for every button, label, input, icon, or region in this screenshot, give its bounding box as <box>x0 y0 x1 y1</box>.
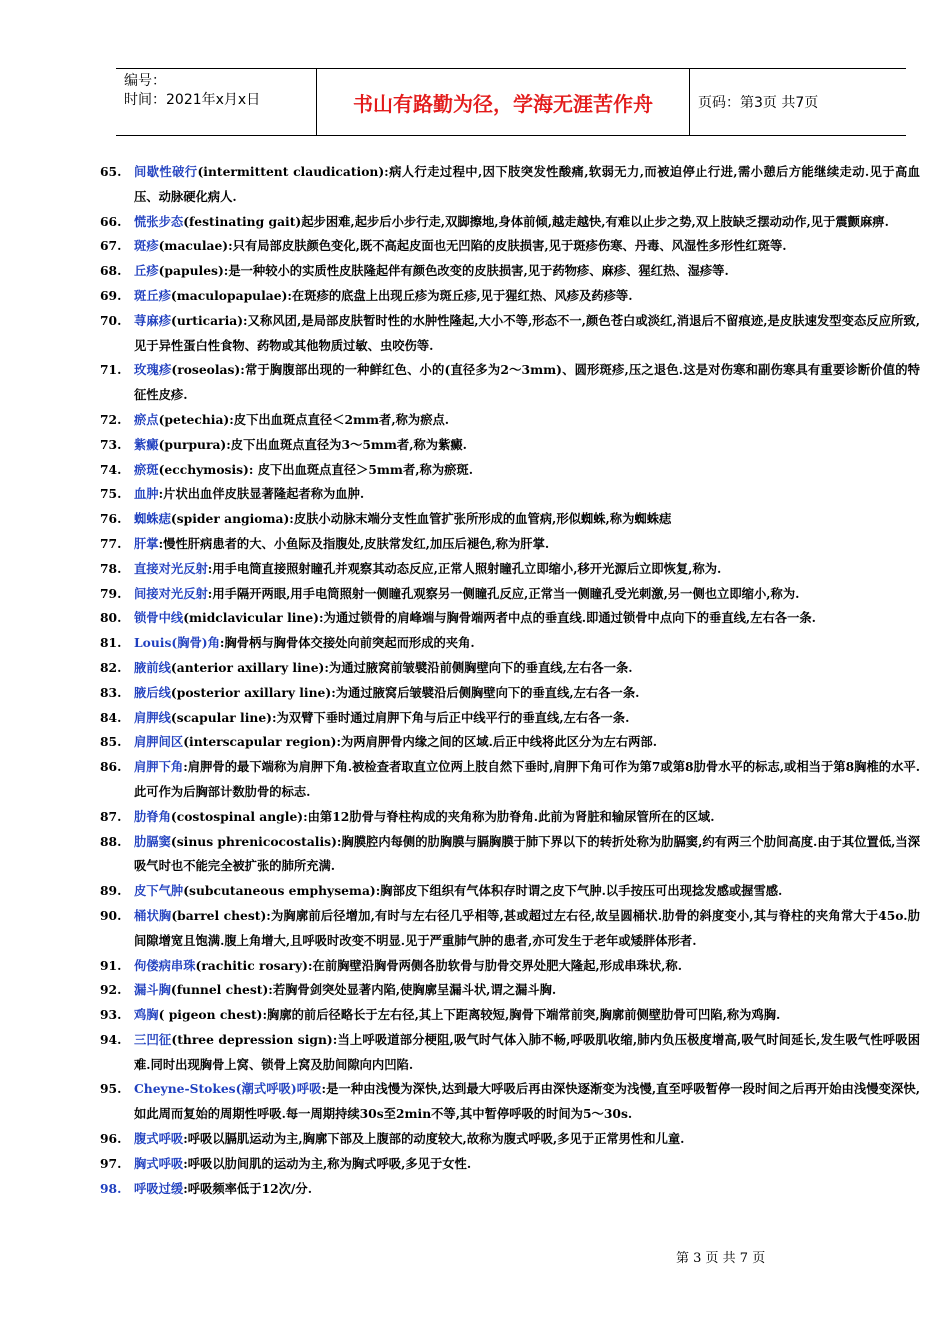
entry-term: 肩胛间区 <box>134 734 184 750</box>
entry-english-term: (maculae) <box>158 238 229 254</box>
entry-english-term: (subcutaneous emphysema) <box>183 883 376 899</box>
entry-term: 皮下气肿 <box>134 883 184 899</box>
entry-english-term: (petechia) <box>158 411 230 427</box>
entry-number: 78. <box>100 560 122 576</box>
entry-definition: :皮肤小动脉末端分支性血管扩张所形成的血管病,形似蜘蛛,称为蜘蛛痣 <box>289 511 672 527</box>
entry-english-term: (maculopapulae) <box>170 287 288 303</box>
list-item <box>0 879 950 904</box>
entry-body <box>134 1152 920 1177</box>
entry-body <box>134 1003 920 1028</box>
entry-number: 70. <box>100 312 122 328</box>
entry-term: 腹式呼吸 <box>134 1131 184 1147</box>
entry-body <box>134 358 920 408</box>
entry-definition: :又称风团,是局部皮肤暂时性的水肿性隆起,大小不等,形态不一,颜色苍白或淡红,消退后不留痕迹,是皮肤速发型变态反应所致,见于异性蛋白性食物、药物或其他物质过敏、虫咬伤等. <box>134 312 920 353</box>
list-item <box>0 557 950 582</box>
entry-term: 佝偻病串珠 <box>134 957 196 973</box>
entry-body <box>134 284 920 309</box>
list-item <box>0 582 950 607</box>
entry-term: 腋后线 <box>134 684 171 700</box>
entry-body <box>134 458 920 483</box>
entry-term: 丘疹 <box>134 263 159 279</box>
entry-number: 71. <box>100 362 122 378</box>
entry-definition: :只有局部皮肤颜色变化,既不高起皮面也无凹陷的皮肤损害,见于斑疹伤寒、丹毒、风湿性多形性红斑等. <box>228 238 787 254</box>
list-item <box>0 805 950 830</box>
list-item <box>0 1028 950 1078</box>
entry-body <box>134 755 920 805</box>
header-motto: 书山有路勤为径，学海无涯苦作舟 <box>316 69 690 135</box>
entry-english-term: (interscapular region) <box>183 734 337 750</box>
entry-english-term: (anterior axillary line) <box>170 659 325 675</box>
entry-body <box>134 234 920 259</box>
entry-term: 鸡胸 <box>134 1007 159 1023</box>
entry-definition: :呼吸以肋间肌的运动为主,称为胸式呼吸,多见于女性. <box>183 1155 472 1171</box>
entry-term: Cheyne-Stokes(潮式呼吸)呼吸 <box>134 1081 322 1097</box>
entry-english-term: ( pigeon chest) <box>158 1007 263 1023</box>
entry-number: 74. <box>100 461 122 477</box>
glossary-list <box>0 160 950 1201</box>
entry-term: 胸式呼吸 <box>134 1155 184 1171</box>
entry-number: 96. <box>100 1131 122 1147</box>
list-item <box>0 681 950 706</box>
entry-definition: :在斑疹的底盘上出现丘疹为斑丘疹,见于猩红热、风疹及药疹等. <box>287 287 633 303</box>
header-time: 时间：2021年x月x日 <box>124 92 261 108</box>
entry-english-term: (papules) <box>158 263 224 279</box>
list-item <box>0 408 950 433</box>
entry-number: 98. <box>100 1180 122 1196</box>
entry-number: 90. <box>100 907 122 923</box>
entry-number: 91. <box>100 957 122 973</box>
entry-number: 89. <box>100 883 122 899</box>
list-item <box>0 656 950 681</box>
entry-definition: :用手隔开两眼,用手电筒照射一侧瞳孔观察另一侧瞳孔反应,正常当一侧瞳孔受光刺激,另一侧也立即缩小,称为. <box>207 585 800 601</box>
entry-definition: :呼吸频率低于12次/分. <box>183 1180 313 1196</box>
entry-definition: :为胸廓前后径增加,有时与左右径几乎相等,甚或超过左右径,故呈圆桶状.肋骨的斜度变小,其与脊柱的夹角常大于45o.肋间隙增宽且饱满.腹上角增大,且呼吸时改变不明显.见于严重肺气肿的患者,亦可发生于老年或矮胖体形者. <box>134 907 920 948</box>
entry-body <box>134 606 920 631</box>
entry-body <box>134 904 920 954</box>
list-item <box>0 1177 950 1202</box>
entry-english-term: (purpura) <box>158 436 227 452</box>
entry-term: Louis(胸骨)角 <box>134 635 220 651</box>
entry-body <box>134 978 920 1003</box>
list-item <box>0 606 950 631</box>
entry-term: 斑丘疹 <box>134 287 171 303</box>
entry-body <box>134 706 920 731</box>
list-item <box>0 234 950 259</box>
entry-definition: :呼吸以膈肌运动为主,胸廓下部及上腹部的动度较大,故称为腹式呼吸,多见于正常男性和儿童. <box>183 1131 685 1147</box>
header-code: 编号： <box>124 73 166 89</box>
entry-body <box>134 1177 920 1202</box>
list-item <box>0 1152 950 1177</box>
entry-term: 间歇性破行 <box>134 164 198 179</box>
entry-definition: :常于胸腹部出现的一种鲜红色、小的(直径多为2～3mm)、圆形斑疹,压之退色.这是对伤寒和副伤寒具有重要诊断价值的特征性皮疹. <box>134 362 920 403</box>
entry-body <box>134 681 920 706</box>
entry-number: 75. <box>100 486 122 502</box>
entry-definition: :为通过腋窝前皱襞沿前侧胸壁向下的垂直线,左右各一条. <box>324 659 633 675</box>
entry-english-term: (costospinal angle) <box>170 808 304 824</box>
entry-number: 66. <box>100 213 122 229</box>
entry-english-term: (festinating gait) <box>183 213 302 229</box>
entry-english-term: (intermittent claudication) <box>197 164 385 179</box>
entry-definition: :胸膜腔内每侧的肋胸膜与膈胸膜于肺下界以下的转折处称为肋膈窦,约有两三个肋间高度.由于其位置低,当深吸气时也不能完全被扩张的肺所充满. <box>134 833 921 874</box>
entry-body <box>134 631 920 656</box>
entry-term: 呼吸过缓 <box>134 1180 184 1196</box>
header-page-number: 页码：第3页 共7页 <box>698 95 819 111</box>
entry-definition: :由第12肋骨与脊柱构成的夹角称为肋脊角.此前为肾脏和输尿管所在的区域. <box>303 808 715 824</box>
list-item <box>0 458 950 483</box>
entry-body <box>134 433 920 458</box>
list-item <box>0 730 950 755</box>
entry-body <box>134 309 920 359</box>
list-item <box>0 259 950 284</box>
entry-body <box>134 482 920 507</box>
entry-body <box>134 582 920 607</box>
list-item <box>0 160 950 210</box>
list-item <box>0 1003 950 1028</box>
list-item <box>0 210 950 235</box>
entry-english-term: (midclavicular line) <box>183 610 319 626</box>
entry-number: 97. <box>100 1155 122 1171</box>
entry-definition: :皮下出血斑点直径＜2mm者,称为瘀点. <box>229 411 450 427</box>
entry-number: 86. <box>100 759 122 775</box>
entry-english-term: (sinus phrenicocostalis) <box>170 833 337 849</box>
entry-term: 腋前线 <box>134 659 171 675</box>
entry-number: 69. <box>100 287 122 303</box>
entry-term: 直接对光反射 <box>134 560 208 576</box>
entry-english-term: (barrel chest) <box>171 907 267 923</box>
entry-term: 肋膈窦 <box>134 833 171 849</box>
entry-term: 荨麻疹 <box>134 312 172 328</box>
page-footer: 第 3 页 共 7 页 <box>676 1251 766 1266</box>
entry-body <box>134 830 920 880</box>
entry-definition: :为双臂下垂时通过肩胛下角与后正中线平行的垂直线,左右各一条. <box>271 709 630 725</box>
entry-english-term: (rachitic rosary) <box>195 957 308 973</box>
entry-definition: : 皮下出血斑点直径＞5mm者,称为瘀斑. <box>248 461 473 477</box>
entry-term: 桶状胸 <box>134 907 172 923</box>
entry-term: 漏斗胸 <box>134 982 171 998</box>
entry-body <box>134 408 920 433</box>
entry-english-term: (roseolas) <box>171 362 241 378</box>
entry-term: 玫瑰疹 <box>134 362 172 378</box>
entry-number: 79. <box>100 585 122 601</box>
entry-number: 85. <box>100 734 122 750</box>
entry-number: 72. <box>100 411 122 427</box>
entry-term: 紫癜 <box>134 436 159 452</box>
entry-definition: :是一种较小的实质性皮肤隆起伴有颜色改变的皮肤损害,见于药物疹、麻疹、猩红热、湿疹等. <box>223 263 729 279</box>
entry-definition: :片状出血伴皮肤显著隆起者称为血肿. <box>158 486 365 502</box>
entry-english-term: (spider angioma) <box>170 511 290 527</box>
entry-term: 三凹征 <box>134 1031 172 1047</box>
entry-number: 84. <box>100 709 122 725</box>
entry-body <box>134 656 920 681</box>
entry-definition: :为通过锁骨的肩峰端与胸骨端两者中点的垂直线.即通过锁骨中点向下的垂直线,左右各一条. <box>319 610 816 626</box>
entry-body <box>134 557 920 582</box>
list-item <box>0 1077 950 1127</box>
entry-number: 87. <box>100 808 122 824</box>
entry-number: 76. <box>100 511 122 527</box>
entry-definition: :当上呼吸道部分梗阻,吸气时气体入肺不畅,呼吸肌收缩,肺内负压极度增高,吸气时间延长,发生吸气性呼吸困难.同时出现胸骨上窝、锁骨上窝及肋间隙向内凹陷. <box>134 1031 920 1072</box>
entry-body <box>134 879 920 904</box>
entry-number: 80. <box>100 610 122 626</box>
entry-english-term: (scapular line) <box>170 709 272 725</box>
entry-body <box>134 1028 920 1078</box>
list-item <box>0 904 950 954</box>
list-item <box>0 755 950 805</box>
entry-english-term: (urticaria) <box>171 312 244 328</box>
entry-english-term: (ecchymosis) <box>158 461 249 477</box>
entry-number: 83. <box>100 684 122 700</box>
entry-body <box>134 805 920 830</box>
entry-term: 肩胛下角 <box>134 759 184 775</box>
list-item <box>0 706 950 731</box>
entry-term: 慌张步态 <box>134 213 184 229</box>
entry-english-term: (posterior axillary line) <box>170 684 332 700</box>
entry-definition: :用手电筒直接照射瞳孔并观察其动态反应,正常人照射瞳孔立即缩小,移开光源后立即恢复,称为. <box>207 560 722 576</box>
entry-number: 81. <box>100 635 122 651</box>
list-item <box>0 1127 950 1152</box>
entry-definition: :胸部皮下组织有气体积存时谓之皮下气肿.以手按压可出现捻发感或握雪感. <box>375 883 783 899</box>
entry-body <box>134 1127 920 1152</box>
entry-number: 94. <box>100 1031 122 1047</box>
entry-body <box>134 954 920 979</box>
entry-body <box>134 507 920 532</box>
entry-term: 瘀斑 <box>134 461 159 477</box>
list-item <box>0 954 950 979</box>
list-item <box>0 507 950 532</box>
list-item <box>0 309 950 359</box>
entry-term: 肋脊角 <box>134 808 171 824</box>
entry-body <box>134 730 920 755</box>
entry-number: 82. <box>100 659 122 675</box>
entry-number: 88. <box>100 833 122 849</box>
entry-english-term: (three depression sign) <box>171 1031 333 1047</box>
entry-body <box>134 210 920 235</box>
header-info-cell <box>116 69 316 135</box>
entry-body <box>134 532 920 557</box>
entry-definition: :是一种由浅慢为深快,达到最大呼吸后再由深快逐渐变为浅慢,直至呼吸暂停一段时间之后再开始由浅慢变深快,如此周而复始的周期性呼吸.每一周期持续30s至2min不等,其中暂停呼吸的时间为5～30s. <box>134 1081 920 1122</box>
entry-number: 77. <box>100 535 122 551</box>
page-header <box>116 68 906 136</box>
entry-term: 间接对光反射 <box>134 585 208 601</box>
entry-definition: :皮下出血斑点直径为3～5mm者,称为紫癜. <box>226 436 467 452</box>
entry-body <box>134 259 920 284</box>
entry-number: 92. <box>100 982 122 998</box>
entry-definition: :为两肩胛骨内缘之间的区域.后正中线将此区分为左右两部. <box>336 734 657 750</box>
list-item <box>0 482 950 507</box>
entry-number: 73. <box>100 436 122 452</box>
list-item <box>0 532 950 557</box>
entry-definition: :若胸骨剑突处显著内陷,使胸廓呈漏斗状,谓之漏斗胸. <box>268 982 557 998</box>
entry-definition: 起步困难,起步后小步行走,双脚擦地,身体前倾,越走越快,有难以止步之势,双上肢缺乏摆动动作,见于震颤麻痹. <box>301 213 889 229</box>
list-item <box>0 631 950 656</box>
list-item <box>0 978 950 1003</box>
entry-definition: :慢性肝病患者的大、小鱼际及指腹处,皮肤常发红,加压后褪色,称为肝掌. <box>158 535 550 551</box>
entry-definition: :为通过腋窝后皱襞沿后侧胸壁向下的垂直线,左右各一条. <box>331 684 640 700</box>
entry-number: 67. <box>100 238 122 254</box>
entry-definition: :病人行走过程中,因下肢突发性酸痛,软弱无力,而被迫停止行进,需小憩后方能继续走动.见于高血压、动脉硬化病人. <box>134 164 920 204</box>
entry-term: 斑疹 <box>134 238 159 254</box>
entry-body <box>134 160 920 210</box>
list-item <box>0 358 950 408</box>
entry-body <box>134 1077 920 1127</box>
entry-number: 68. <box>100 263 122 279</box>
list-item <box>0 830 950 880</box>
entry-english-term: (funnel chest) <box>170 982 269 998</box>
entry-term: 蜘蛛痣 <box>134 511 171 527</box>
entry-definition: :在前胸壁沿胸骨两侧各肋软骨与肋骨交界处肥大隆起,形成串珠状,称. <box>308 957 682 973</box>
entry-number: 95. <box>100 1081 122 1097</box>
entry-number: 93. <box>100 1007 122 1023</box>
entry-term: 肩胛线 <box>134 709 171 725</box>
entry-definition: :胸骨柄与胸骨体交接处向前突起而形成的夹角. <box>219 635 475 651</box>
entry-term: 血肿 <box>134 486 159 502</box>
entry-definition: :肩胛骨的最下端称为肩胛下角.被检查者取直立位两上肢自然下垂时,肩胛下角可作为第7或第8肋骨水平的标志,或相当于第8胸椎的水平.此可作为后胸部计数肋骨的标志. <box>134 759 920 799</box>
list-item <box>0 433 950 458</box>
entry-term: 肝掌 <box>134 535 159 551</box>
entry-term: 瘀点 <box>134 411 159 427</box>
entry-definition: :胸廓的前后径略长于左右径,其上下距离较短,胸骨下端常前突,胸廓前侧壁肋骨可凹陷,称为鸡胸. <box>262 1007 781 1023</box>
entry-term: 锁骨中线 <box>134 610 184 626</box>
list-item <box>0 284 950 309</box>
entry-number: 65. <box>100 164 122 179</box>
